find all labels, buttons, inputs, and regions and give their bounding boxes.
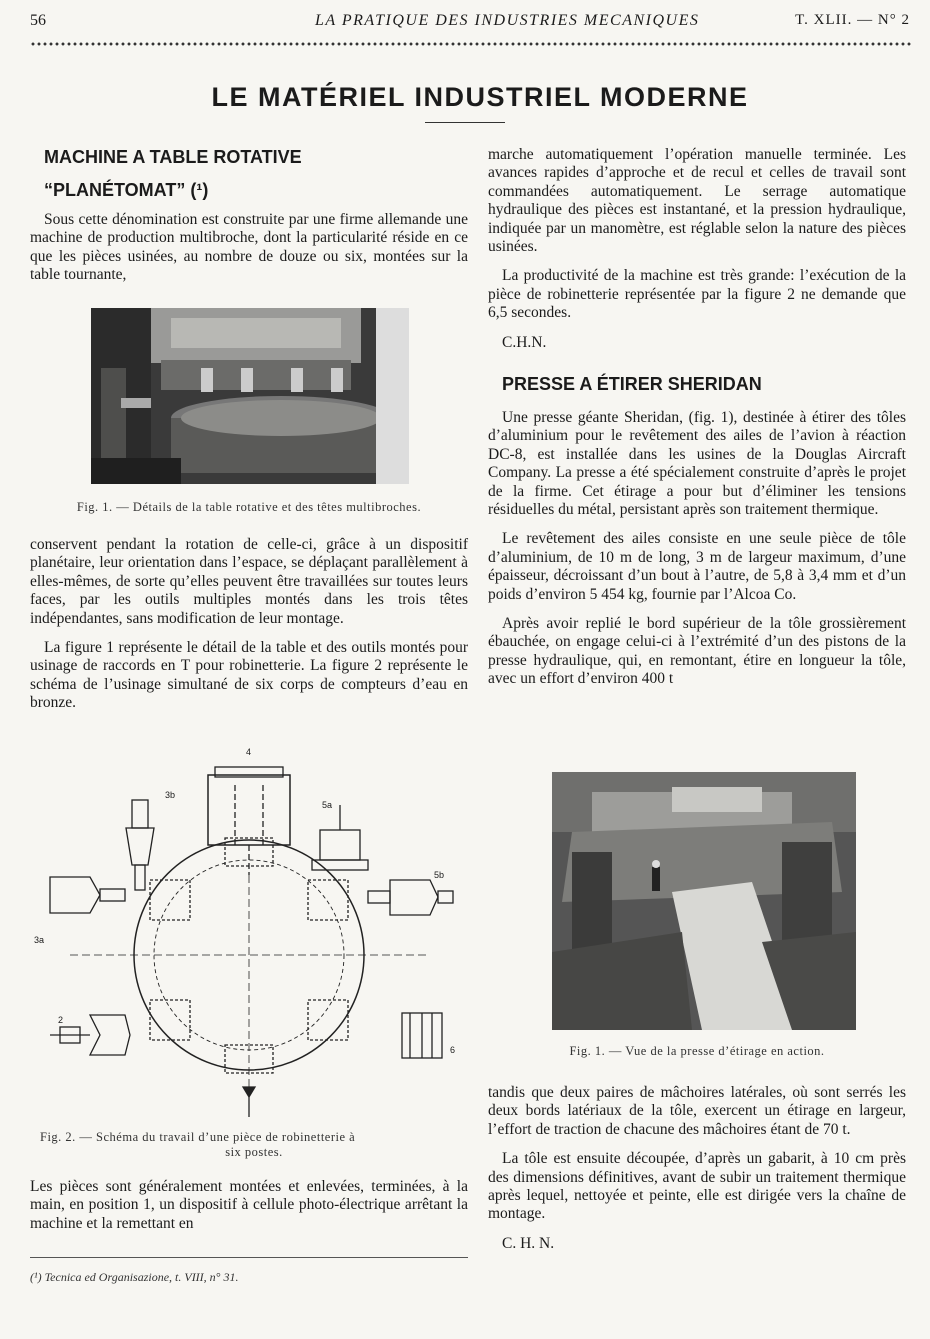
footnote: (¹) Tecnica ed Organisazione, t. VIII, n° 31. [30,1270,239,1284]
fig2-label-5b: 5b [434,870,445,880]
stretch-press-image [552,772,856,1030]
page-title: LE MATÉRIEL INDUSTRIEL MODERNE [211,82,749,112]
volume-number: T. XLII. — N° 2 [795,12,910,28]
article2-paragraph-3: Après avoir replié le bord supérieur de la tôle grossièrement ébauchée, on engage celui-ci à l’extrémité d’un des pistons de la presse hydraulique, qui, en remontant, étire en longueur la tôle, avec un effort d’environ 400 t [488,615,906,688]
article1-paragraph-1: Sous cette dénomination est construite par une firme allemande une machine de production multibroche, dont la particularité réside en ce que les pièces usinées, au nombre de douze ou six, montées sur la table tournante, [30,211,468,284]
article1-paragraph-2: conservent pendant la rotation de celle-ci, grâce à un dispositif planétaire, leur orientation dans l’espace, se déplaçant parallèlement à elles-mêmes, de sorte qu’elles peuvent être travaillées sur toutes leurs faces, par les outils multiples montés dans les trois têtes indépendantes, sans modification de leur montage. [30,536,468,627]
rotary-table-image [91,308,409,484]
running-header [30,8,910,38]
fig2-label-3a: 3a [34,935,45,945]
journal-title: LA PRATIQUE DES INDUSTRIES MECANIQUES [315,12,700,29]
article1-paragraph-5: marche automatiquement l’opération manuelle terminée. Les avances rapides d’approche et de recul et celles de travail sont commandées automatiquement. Le serrage automatique hydraulique des pièces est instantané, et la pression hydraulique, indiquée par un manomètre, est réglable selon la nature des pièces usinées. [488,146,906,256]
fig2-schematic [30,745,468,1120]
article2-top [488,373,906,700]
article2-paragraph-5: La tôle est ensuite découpée, d’après un gabarit, à 10 cm près des dimensions définitives, avant de subir un traitement thermique après lequel, nettoyée et peinte, elle est dirigée vers la chaîne de montage. [488,1150,906,1223]
article2-bottom [488,1084,906,1264]
fig2-label-4: 4 [246,747,252,757]
page-number: 56 [30,12,46,29]
title-underline [425,122,505,123]
fig2-label-3b: 3b [165,790,176,800]
fig2-caption-line2: six postes. [225,1145,283,1159]
article1-intro [30,146,468,296]
article1-title-line1: MACHINE A TABLE ROTATIVE [44,147,302,167]
article1-body [30,536,468,724]
fig1-caption: Fig. 1. — Détails de la table rotative et des têtes multibroches. [76,500,422,514]
article1-paragraph-4: Les pièces sont généralement montées et enlevées, terminées, à la main, en position 1, un dispositif à cellule photo-électrique arrêtant la machine et la remettant en [30,1178,468,1232]
fig2-caption-line1: Fig. 2. — Schéma du travail d’une pièce de robinetterie à [40,1130,356,1144]
footnote-rule [30,1257,468,1258]
article1-paragraph-6: La productivité de la machine est très grande: l’exécution de la pièce de robinetterie représentée par la figure 2 ne demande que 6,5 secondes. [488,267,906,322]
article1-signature: C.H.N. [502,333,547,351]
fig2-caption [40,1130,468,1160]
article1-title-line2: “PLANÉTOMAT” (¹) [44,180,209,200]
fig1-machine-photo [91,308,409,484]
article2-paragraph-1: Une presse géante Sheridan, (fig. 1), destinée à étirer des tôles d’aluminium pour le revêtement des ailes de l’avion à réaction DC-8, est installée dans les usines de la Douglas Aircraft Company. La presse a été spécialement construite d’après le projet de la firme. Cet étirage a pour but d’éliminer les tensions résiduelles du métal, persistant après son traitement thermique. [488,409,906,519]
article2-paragraph-4: tandis que deux paires de mâchoires latérales, où sont serrés les deux bords latériaux de la tôle, exercent un étirage en largeur, l’effort de traction de chacune des mâchoires étant de 70 t. [488,1084,906,1138]
six-station-diagram [30,745,468,1120]
article1-continued [30,1178,468,1244]
article1-paragraph-3: La figure 1 représente le détail de la table et des outils montés pour usinage de raccords en T pour robinetterie. La figure 2 représente le schéma de l’usinage simultané de six corps de compteurs d’eau en bronze. [30,639,468,712]
fig2-label-5a: 5a [322,800,333,810]
article1-end [488,146,906,363]
dotted-rule [30,42,912,46]
article2-paragraph-2: Le revêtement des ailes consiste en une seule pièce de tôle d’aluminium, de 10 m de long, 3 m de largeur maximum, d’une épaisseur, décroissant d’un bout à l’autre, de 5,8 à 3,4 mm et d’un poids d’environ 5 454 kg, fournie par l’Alcoa Co. [488,530,906,603]
fig-press-caption: Fig. 1. — Vue de la presse d’étirage en action. [569,1044,825,1058]
fig2-label-6: 6 [450,1045,456,1055]
article2-signature: C. H. N. [502,1234,555,1252]
article2-title: PRESSE A ÉTIRER SHERIDAN [502,374,762,394]
fig-press-photo [552,772,856,1030]
fig2-label-2: 2 [58,1015,64,1025]
